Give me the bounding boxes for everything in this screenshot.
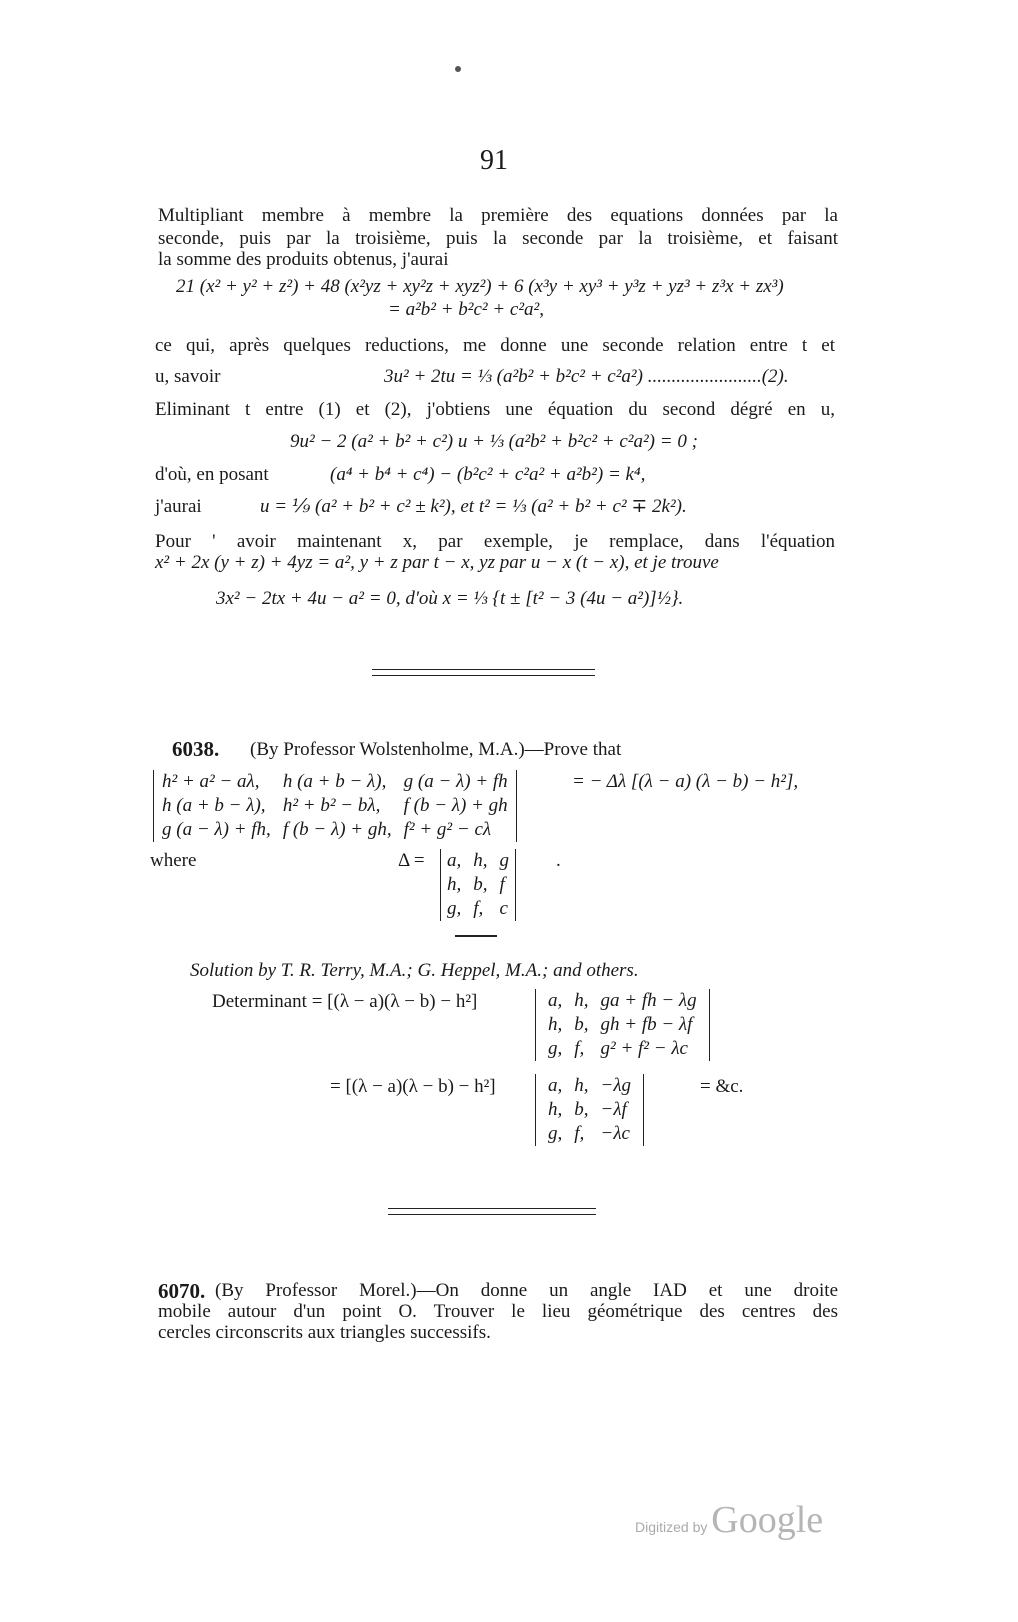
cell: b, xyxy=(574,1099,589,1120)
intro-line-3: la somme des produits obtenus, j'aurai xyxy=(158,249,449,270)
intro-line-1: Multipliant membre à membre la première des equations données par la xyxy=(158,205,838,226)
cell: b, xyxy=(574,1014,589,1035)
cell: f, xyxy=(473,898,484,919)
cell: h, xyxy=(574,990,589,1011)
cell: g (a − λ) + fh xyxy=(403,771,508,792)
cell: a, xyxy=(548,1075,563,1096)
cell: f² + g² − cλ xyxy=(403,819,492,840)
short-divider xyxy=(455,935,497,937)
divider xyxy=(372,669,595,670)
google-logo: Google xyxy=(711,1499,824,1541)
solution-determinant-1 xyxy=(535,989,710,1061)
equation-1a: 21 (x² + y² + z²) + 48 (x²yz + xy²z + xyz²) + 6 (x³y + xy³ + y³z + yz³ + z³x + zx³) xyxy=(176,276,784,297)
cell: c xyxy=(499,898,508,919)
question-6038-text: (By Professor Wolstenholme, M.A.)—Prove that xyxy=(250,739,622,760)
cell: h² + b² − bλ, xyxy=(282,795,381,816)
cell: a, xyxy=(447,850,462,871)
solution-end: = &c. xyxy=(700,1076,744,1097)
delta-end: . xyxy=(556,850,561,871)
divider xyxy=(388,1208,596,1209)
divider xyxy=(372,675,595,676)
cell: −λc xyxy=(600,1123,630,1144)
cell: g, xyxy=(548,1038,563,1059)
intro-line-2: seconde, puis par la troisième, puis la seconde par la troisième, et faisant xyxy=(158,228,838,249)
cell: h (a + b − λ), xyxy=(162,795,266,816)
cell: g, xyxy=(447,898,462,919)
equation-5: u = ⅑ (a² + b² + c² ± k²), et t² = ⅓ (a² + b² + c² ∓ 2k²). xyxy=(260,496,687,517)
cell: ga + fh − λg xyxy=(600,990,697,1011)
watermark-prefix: Digitized by xyxy=(635,1519,708,1535)
digitized-watermark xyxy=(635,1500,823,1547)
where-label: where xyxy=(150,850,197,871)
aurai-label: j'aurai xyxy=(155,496,202,517)
intro-line-6: Pour ' avoir maintenant x, par exemple, je remplace, dans l'équation xyxy=(155,531,835,552)
cell: g, xyxy=(548,1123,563,1144)
solution-line-1: Determinant = [(λ − a)(λ − b) − h²] xyxy=(212,991,478,1012)
equation-2: 3u² + 2tu = ⅓ (a²b² + b²c² + c²a²) ........................(2). xyxy=(384,366,789,387)
question-6070-line-3: cercles circonscrits aux triangles successifs. xyxy=(158,1322,491,1343)
cell: g² + f² − λc xyxy=(600,1038,688,1059)
cell: −λf xyxy=(600,1099,627,1120)
cell: h, xyxy=(574,1075,589,1096)
page-number: 91 xyxy=(480,145,508,176)
cell: f (b − λ) + gh, xyxy=(282,819,392,840)
solution-determinant-2 xyxy=(535,1074,644,1146)
cell: h² + a² − aλ, xyxy=(162,771,260,792)
intro-line-5: Eliminant t entre (1) et (2), j'obtiens une équation du second dégré en u, xyxy=(155,399,835,420)
cell: −λg xyxy=(600,1075,632,1096)
cell: g xyxy=(499,850,509,871)
solution-line-2: = [(λ − a)(λ − b) − h²] xyxy=(330,1076,496,1097)
equation-3: 9u² − 2 (a² + b² + c²) u + ⅓ (a²b² + b²c² + c²a²) = 0 ; xyxy=(290,431,698,452)
question-6070-line-1: (By Professor Morel.)—On donne un angle IAD et une droite xyxy=(215,1280,838,1301)
cell: b, xyxy=(473,874,488,895)
cell: f, xyxy=(574,1123,585,1144)
determinant-6038 xyxy=(153,770,517,842)
cell: h, xyxy=(473,850,488,871)
cell: f xyxy=(499,874,505,895)
delta-determinant xyxy=(440,849,516,921)
posant-label: d'où, en posant xyxy=(155,464,269,485)
intro-line-4: ce qui, après quelques reductions, me donne une seconde relation entre t et xyxy=(155,335,835,356)
determinant-rhs: = − Δλ [(λ − a) (λ − b) − h²], xyxy=(572,771,799,792)
cell: h, xyxy=(447,874,462,895)
question-6070-line-2: mobile autour d'un point O. Trouver le lieu géométrique des centres des xyxy=(158,1301,838,1322)
cell: g (a − λ) + fh, xyxy=(162,819,271,840)
solution-header: Solution by T. R. Terry, M.A.; G. Heppel, M.A.; and others. xyxy=(190,960,639,981)
savoir-label: u, savoir xyxy=(155,366,221,387)
question-6038-number: 6038. xyxy=(172,737,220,761)
equation-1b: = a²b² + b²c² + c²a², xyxy=(388,299,545,320)
cell: f, xyxy=(574,1038,585,1059)
equation-6: 3x² − 2tx + 4u − a² = 0, d'où x = ⅓ {t ± [t² − 3 (4u − a²)]½}. xyxy=(216,588,684,609)
cell: h, xyxy=(548,1014,563,1035)
delta-label: Δ = xyxy=(398,850,425,871)
cell: f (b − λ) + gh xyxy=(403,795,508,816)
cell: gh + fb − λf xyxy=(600,1014,693,1035)
cell: h, xyxy=(548,1099,563,1120)
cell: a, xyxy=(548,990,563,1011)
question-6070-number: 6070. xyxy=(158,1279,206,1303)
intro-line-7: x² + 2x (y + z) + 4yz = a², y + z par t − x, yz par u − x (t − x), et je trouve xyxy=(155,552,719,573)
cell: h (a + b − λ), xyxy=(282,771,387,792)
speck xyxy=(455,66,461,72)
divider xyxy=(388,1214,596,1215)
equation-4: (a⁴ + b⁴ + c⁴) − (b²c² + c²a² + a²b²) = k⁴, xyxy=(330,464,646,485)
